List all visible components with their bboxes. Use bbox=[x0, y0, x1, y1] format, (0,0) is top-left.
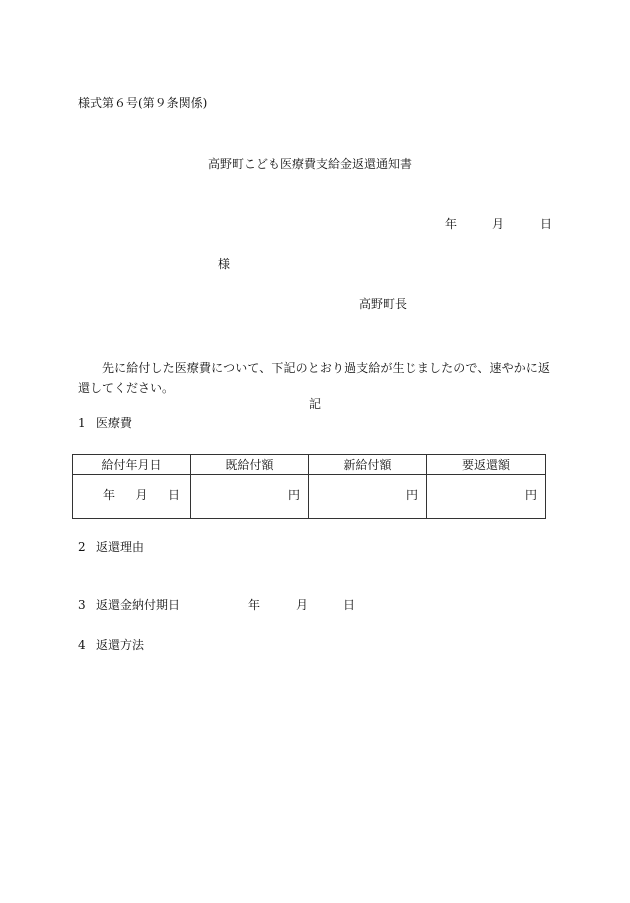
section-title: 返還方法 bbox=[96, 638, 145, 652]
table-header-row bbox=[73, 455, 546, 475]
document-title: 高野町こども医療費支給金返還通知書 bbox=[207, 157, 412, 171]
medical-fee-table bbox=[72, 454, 546, 519]
section-number: 3 bbox=[78, 598, 86, 612]
recipient-honorific: 様 bbox=[218, 257, 231, 271]
section-title: 返還金納付期日 bbox=[96, 598, 181, 612]
section-payment-deadline bbox=[78, 599, 180, 611]
deadline-month-label: 月 bbox=[296, 598, 309, 612]
section-number: 1 bbox=[78, 416, 86, 430]
section-number: 2 bbox=[78, 540, 86, 554]
header-new-amount: 新給付額 bbox=[309, 455, 427, 475]
date-month-label: 月 bbox=[492, 217, 505, 231]
section-title: 医療費 bbox=[96, 416, 133, 430]
header-payment-date: 給付年月日 bbox=[73, 455, 191, 475]
cell-payment-date bbox=[73, 475, 191, 519]
ki-marker: 記 bbox=[308, 397, 321, 411]
cell-previous-amount: 円 bbox=[191, 475, 309, 519]
deadline-day-label: 日 bbox=[343, 598, 356, 612]
form-number: 様式第６号(第９条関係) bbox=[78, 96, 208, 110]
cell-refund-amount: 円 bbox=[427, 475, 546, 519]
section-title: 返還理由 bbox=[96, 540, 145, 554]
cell-month-label: 月 bbox=[135, 487, 148, 502]
issuer-name: 高野町長 bbox=[359, 297, 408, 311]
section-number: 4 bbox=[78, 638, 86, 652]
header-previous-amount: 既給付額 bbox=[191, 455, 309, 475]
section-refund-method bbox=[78, 639, 144, 651]
date-day-label: 日 bbox=[540, 217, 553, 231]
section-refund-reason bbox=[78, 541, 144, 553]
cell-new-amount: 円 bbox=[309, 475, 427, 519]
notice-body-text: 先に給付した医療費について、下記のとおり過支給が生じましたので、速やかに返還してください。 bbox=[78, 361, 550, 395]
deadline-year-label: 年 bbox=[248, 598, 261, 612]
header-refund-amount: 要返還額 bbox=[427, 455, 546, 475]
section-medical-expenses bbox=[78, 417, 132, 429]
date-year-label: 年 bbox=[445, 217, 458, 231]
cell-year-label: 年 bbox=[103, 487, 116, 502]
cell-day-label: 日 bbox=[167, 487, 180, 502]
table-row bbox=[73, 475, 546, 519]
